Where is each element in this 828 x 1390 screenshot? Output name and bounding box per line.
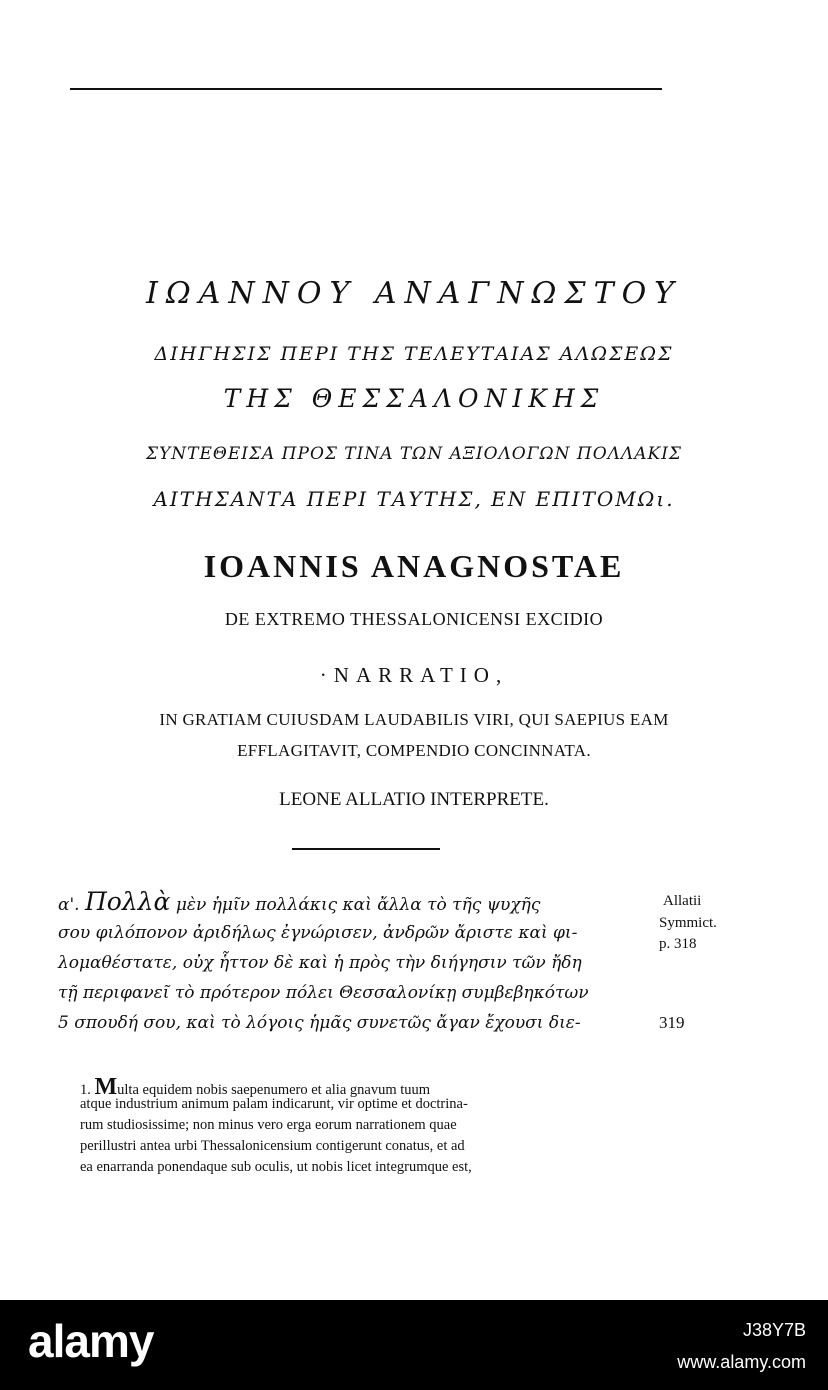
latin-text-line-3: rum studiosissime; non minus vero erga eorum narrationem quae (80, 1117, 457, 1133)
latin-title-line-3: ·NARRATIO, (319, 663, 509, 687)
latin-paragraph-number: 1. (80, 1082, 91, 1098)
watermark-footer (0, 1300, 828, 1390)
greek-text-line-2: σου φιλόπονον ἀριδήλως ἐγνώρισεν, ἀνδρῶν ἄριστε καὶ φι- (58, 923, 578, 943)
latin-initial-letter: M (94, 1074, 118, 1100)
greek-line-1-rest: μὲν ἡμῖν πολλάκις καὶ ἄλλα τὸ τῆς ψυχῆς (175, 895, 541, 915)
greek-first-word: Πολλὰ (84, 887, 171, 916)
top-rule (70, 88, 662, 90)
image-id: J38Y7B (742, 1320, 806, 1340)
greek-title-line-2: ΔΙΗΓΗΣΙΣ ΠΕΡΙ ΤΗΣ ΤΕΛΕΥΤΑΙΑΣ ΑΛΩΣΕΩΣ (154, 343, 674, 365)
middle-rule (292, 848, 440, 850)
site-url: www.alamy.com (677, 1352, 806, 1372)
greek-title-line-5: ΑΙΤΗΣΑΝΤΑ ΠΕΡΙ ΤΑΥΤΗΣ, ΕΝ ΕΠΙΤΟΜΩι. (153, 487, 675, 511)
greek-text-line-3: λομαθέστατε, οὐχ ἧττον δὲ καὶ ἡ πρὸς τὴν διήγησιν τῶν ἤδη (58, 953, 582, 973)
latin-author-heading: IOANNIS ANAGNOSTAE (203, 548, 625, 584)
margin-note-page: p. 318 (659, 936, 697, 952)
greek-title-line-4: ΣΥΝΤΕΘΕΙΣΑ ΠΡΟΣ ΤΙΝΑ ΤΩΝ ΑΞΙΟΛΟΓΩΝ ΠΟΛΛΑΚΙΣ (146, 444, 682, 464)
margin-page-reference: 319 (659, 1013, 685, 1032)
greek-text-line-4: τῇ περιφανεῖ τὸ πρότερον πόλει Θεσσαλονίκῃ συμβεβηκότων (58, 983, 589, 1003)
greek-text-line-5: 5 σπουδή σου, καὶ τὸ λόγοις ἡμᾶς συνετῶς ἄγαν ἔχουσι διε- (58, 1013, 581, 1033)
greek-title-line-3: ΤΗΣ ΘΕΣΣΑΛΟΝΙΚΗΣ (223, 384, 605, 413)
latin-title-line-5: EFFLAGITAVIT, COMPENDIO CONCINNATA. (237, 741, 591, 760)
latin-text-line-4: perillustri antea urbi Thessalonicensium contigerunt conatus, et ad (80, 1138, 465, 1154)
latin-line-1-rest: ulta equidem nobis saepenumero et alia gnavum tuum (117, 1082, 431, 1098)
greek-text-line-1 (58, 887, 540, 916)
latin-text-line-5: ea enarranda ponendaque sub oculis, ut nobis licet integrumque est, (80, 1159, 472, 1175)
latin-title-line-6: LEONE ALLATIO INTERPRETE. (279, 789, 549, 810)
latin-title-line-2: DE EXTREMO THESSALONICENSI EXCIDIO (224, 609, 604, 629)
greek-author-heading: ΙΩΑΝΝΟΥ ΑΝΑΓΝΩΣΤΟΥ (146, 276, 682, 311)
margin-note-symmict: Symmict. (659, 915, 717, 931)
brand-logo: alamy (28, 1315, 154, 1367)
latin-text-line-2: atque industrium animum palam indicarunt, vir optime et doctrina- (80, 1096, 468, 1112)
margin-note-allatii: Allatii (663, 893, 702, 909)
greek-paragraph-mark: α'. (58, 895, 80, 915)
latin-title-line-4: IN GRATIAM CUIUSDAM LAUDABILIS VIRI, QUI SAEPIUS EAM (159, 710, 669, 729)
